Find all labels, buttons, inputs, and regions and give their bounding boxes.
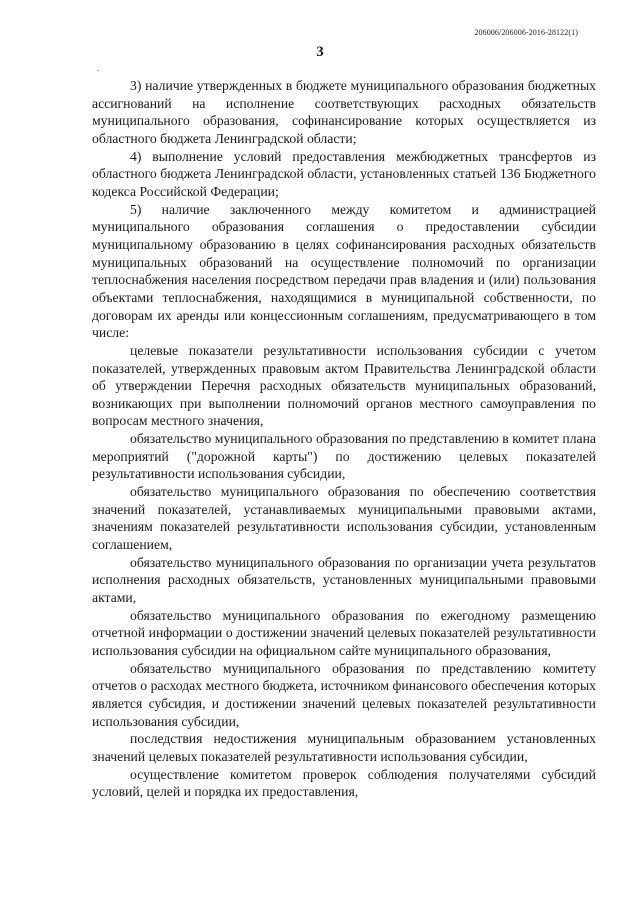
paragraph-target-indicators: целевые показатели результативности использования субсидии с учетом показателей, утвержденных правовым актом Правительства Ленинградской области об утверждении Перечня расходных обязательств муниципальных образований, возникающих при выполнении полномочий органов местного самоуправления по вопросам местного значения, bbox=[92, 342, 596, 429]
paragraph-reporting-obligation: обязательство муниципального образования по представлению комитету отчетов о расходах местного бюджета, источником финансового обеспечения которых является субсидия, и достижении значений целевых показателей результативности использования субсидии, bbox=[92, 660, 596, 729]
page-number: 3 bbox=[316, 44, 324, 60]
paragraph-accounting-obligation: обязательство муниципального образования по организации учета результатов исполнения расходных обязательств, установленных муниципальными правовыми актами, bbox=[92, 554, 596, 606]
paragraph-compliance-obligation: обязательство муниципального образования по обеспечению соответствия значений показателей, устанавливаемых муниципальными правовыми актами, значениям показателей результативности использования субсидии, установленным соглашением, bbox=[92, 484, 596, 553]
paragraph-condition-4: 4) выполнение условий предоставления межбюджетных трансфертов из областного бюджета Ленинградской области, установленных статьей 136 Бюджетного кодекса Российской Федерации; bbox=[92, 148, 596, 199]
paragraph-inspections: осуществление комитетом проверок соблюдения получателями субсидий условий, целей и порядка их предоставления, bbox=[92, 766, 596, 800]
paragraph-condition-3: 3) наличие утвержденных в бюджете муниципального образования бюджетных ассигнований на исполнение соответствующих расходных обязательств муниципального образования, софинансирование которых осуществляется из областного бюджета Ленинградской области; bbox=[92, 78, 596, 146]
document-body bbox=[92, 77, 596, 801]
document-id: 206006/206006-2016-28122(1) bbox=[474, 28, 578, 37]
scan-speck: . bbox=[97, 64, 99, 73]
paragraph-roadmap-obligation: обязательство муниципального образования по представлению в комитет плана мероприятий ("дорожной карты") по достижению целевых показателей результативности использования субсидии, bbox=[92, 431, 596, 482]
paragraph-consequences: последствия недостижения муниципальным образованием установленных значений целевых показателей результативности использования субсидии, bbox=[92, 731, 596, 764]
paragraph-publication-obligation: обязательство муниципального образования по ежегодному размещению отчетной информации о достижении значений целевых показателей результативности использования субсидии на официальном сайте муниципального образования, bbox=[92, 607, 596, 658]
paragraph-condition-5: 5) наличие заключенного между комитетом и администрацией муниципального образования соглашения о предоставлении субсидии муниципальному образованию в целях софинансирования расходных обязательств муниципальных образований на осуществление полномочий по организации теплоснабжения населения посредством передачи прав владения и (или) пользования объектами теплоснабжения, находящимися в муниципальной собственности, по договорам их аренды или концессионным соглашениям, предусматривающего в том числе: bbox=[92, 201, 596, 341]
